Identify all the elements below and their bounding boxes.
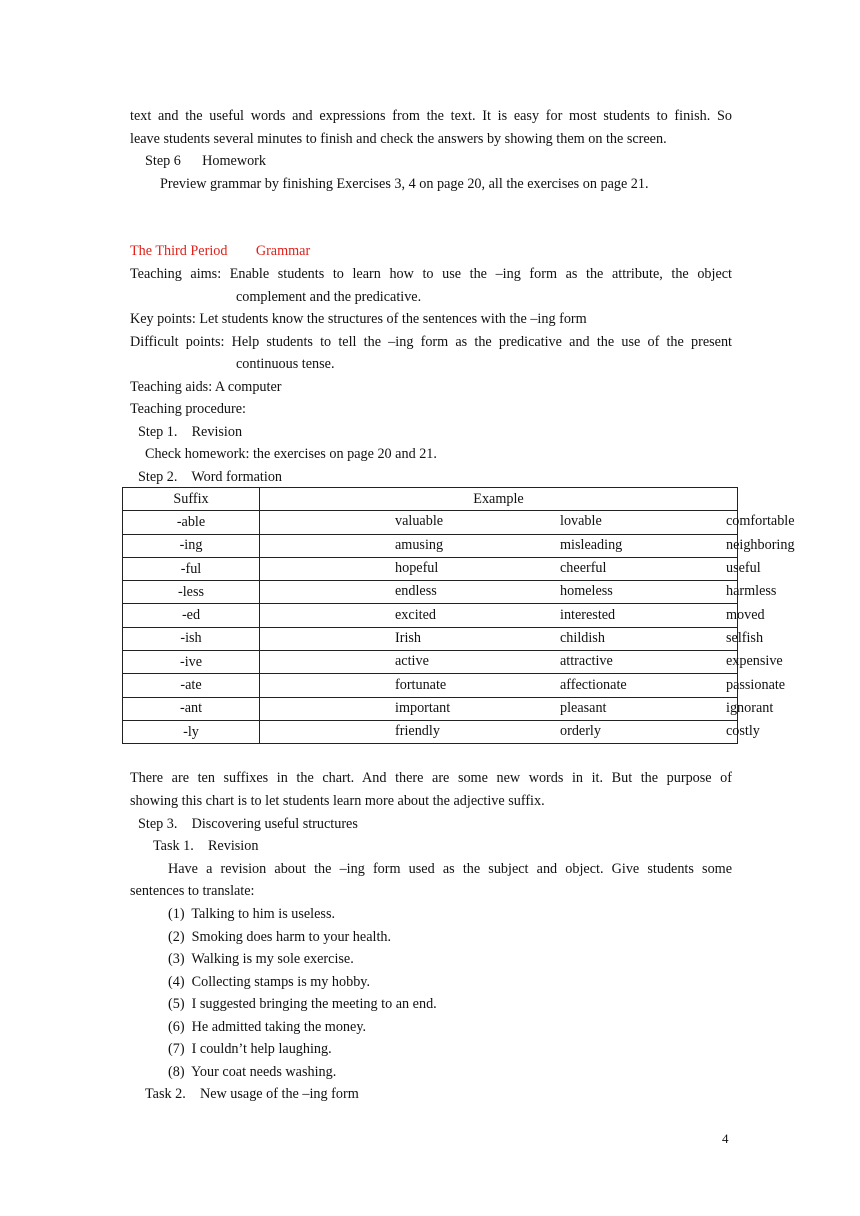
table-row (123, 674, 738, 697)
step3-heading: Step 3. Discovering useful structures (138, 816, 358, 832)
table-row (123, 720, 738, 743)
step6-text: Preview grammar by finishing Exercises 3, 4 on page 20, all the exercises on page 21. (160, 176, 649, 192)
period-title: The Third Period Grammar (130, 243, 311, 259)
list-item: (1) Talking to him is useless. (168, 906, 336, 922)
list-item: (2) Smoking does harm to your health. (168, 928, 392, 945)
example-word: ignorant (726, 699, 774, 716)
example-word: useful (726, 560, 761, 577)
word-formation-table (122, 487, 795, 744)
intro-line-1: text and the useful words and expressions from the text. It is easy for most students to finish. So (130, 108, 732, 124)
suffix-cell: -ive (123, 651, 260, 674)
example-word: pleasant (560, 699, 607, 716)
list-item: (7) I couldn’t help laughing. (168, 1041, 332, 1057)
example-word: interested (560, 606, 616, 623)
suffix-cell: -ful (123, 557, 260, 580)
example-cell (260, 511, 795, 534)
table-row (123, 511, 738, 534)
task1-heading: Task 1. Revision (153, 838, 259, 854)
task1-text-line-2: sentences to translate: (130, 883, 255, 899)
list-item: (8) Your coat needs washing. (168, 1063, 337, 1080)
suffix-cell: -able (123, 511, 260, 534)
example-word: friendly (395, 723, 440, 740)
example-word: affectionate (560, 676, 627, 693)
list-item: (3) Walking is my sole exercise. (168, 951, 354, 967)
table-row (123, 534, 738, 557)
example-word: important (395, 699, 451, 716)
difficult-points-line-1: Difficult points: Help students to tell the –ing form as the predicative and the use of the present (130, 334, 732, 350)
suffix-cell: -ed (123, 604, 260, 627)
example-word: Irish (395, 629, 422, 646)
example-word: neighboring (726, 536, 795, 553)
teaching-aims-line-2: complement and the predicative. (236, 289, 422, 305)
chart-note-line-1: There are ten suffixes in the chart. And there are some new words in it. But the purpose of (130, 770, 732, 786)
example-cell (260, 604, 765, 627)
teaching-procedure: Teaching procedure: (130, 401, 246, 417)
step1-heading: Step 1. Revision (138, 424, 243, 440)
example-word: comfortable (726, 513, 795, 530)
example-cell (260, 557, 761, 580)
task1-text-line-1: Have a revision about the –ing form used as the subject and object. Give students some (168, 861, 732, 877)
suffix-cell: -less (123, 581, 260, 604)
step1-text: Check homework: the exercises on page 20 and 21. (145, 446, 437, 462)
example-word: lovable (560, 513, 602, 530)
example-word: excited (395, 606, 436, 623)
list-item: (6) He admitted taking the money. (168, 1018, 367, 1035)
example-word: active (395, 653, 429, 670)
example-word: homeless (560, 583, 613, 600)
teaching-aims-line-1: Teaching aims: Enable students to learn how to use the –ing form as the attribute, the object (130, 266, 732, 282)
example-word: amusing (395, 536, 444, 553)
difficult-points-line-2: continuous tense. (236, 356, 335, 372)
suffix-cell: -ing (123, 534, 260, 557)
key-points: Key points: Let students know the structures of the sentences with the –ing form (130, 311, 587, 327)
suffix-cell: -ish (123, 627, 260, 650)
example-word: fortunate (395, 676, 447, 693)
list-item: (4) Collecting stamps is my hobby. (168, 973, 371, 990)
example-word: selfish (726, 629, 764, 646)
example-word: passionate (726, 676, 786, 693)
table-row (123, 581, 738, 604)
example-word: cheerful (560, 560, 607, 577)
example-word: endless (395, 583, 437, 600)
step6-heading: Step 6 Homework (145, 153, 266, 169)
example-word: childish (560, 629, 605, 646)
example-word: valuable (395, 513, 444, 530)
table-row (123, 604, 738, 627)
suffix-cell: -ly (123, 720, 260, 743)
example-header: Example (260, 488, 738, 511)
example-cell (260, 581, 777, 604)
example-word: hopeful (395, 560, 439, 577)
example-word: costly (726, 723, 760, 740)
table-row (123, 557, 738, 580)
example-word: attractive (560, 653, 613, 670)
suffix-header: Suffix (123, 488, 260, 511)
page-number: 4 (722, 1131, 729, 1146)
chart-note-line-2: showing this chart is to let students learn more about the adjective suffix. (130, 793, 545, 809)
table-row (123, 627, 738, 650)
table-row (123, 697, 738, 720)
task2-heading: Task 2. New usage of the –ing form (145, 1086, 359, 1102)
example-cell (260, 720, 760, 743)
example-cell (260, 534, 795, 557)
suffix-cell: -ant (123, 697, 260, 720)
example-cell (260, 674, 786, 697)
step2-heading: Step 2. Word formation (138, 469, 283, 485)
example-word: moved (726, 606, 765, 623)
intro-line-2: leave students several minutes to finish and check the answers by showing them on the screen. (130, 131, 667, 147)
table-header-row (123, 488, 738, 511)
example-word: harmless (726, 583, 777, 600)
suffix-cell: -ate (123, 674, 260, 697)
example-word: misleading (560, 536, 623, 553)
example-cell (260, 697, 774, 720)
example-word: expensive (726, 653, 783, 670)
example-cell (260, 627, 764, 650)
table-row (123, 651, 738, 674)
example-word: orderly (560, 723, 601, 740)
teaching-aids: Teaching aids: A computer (130, 379, 282, 395)
list-item: (5) I suggested bringing the meeting to an end. (168, 996, 437, 1012)
example-cell (260, 651, 783, 674)
